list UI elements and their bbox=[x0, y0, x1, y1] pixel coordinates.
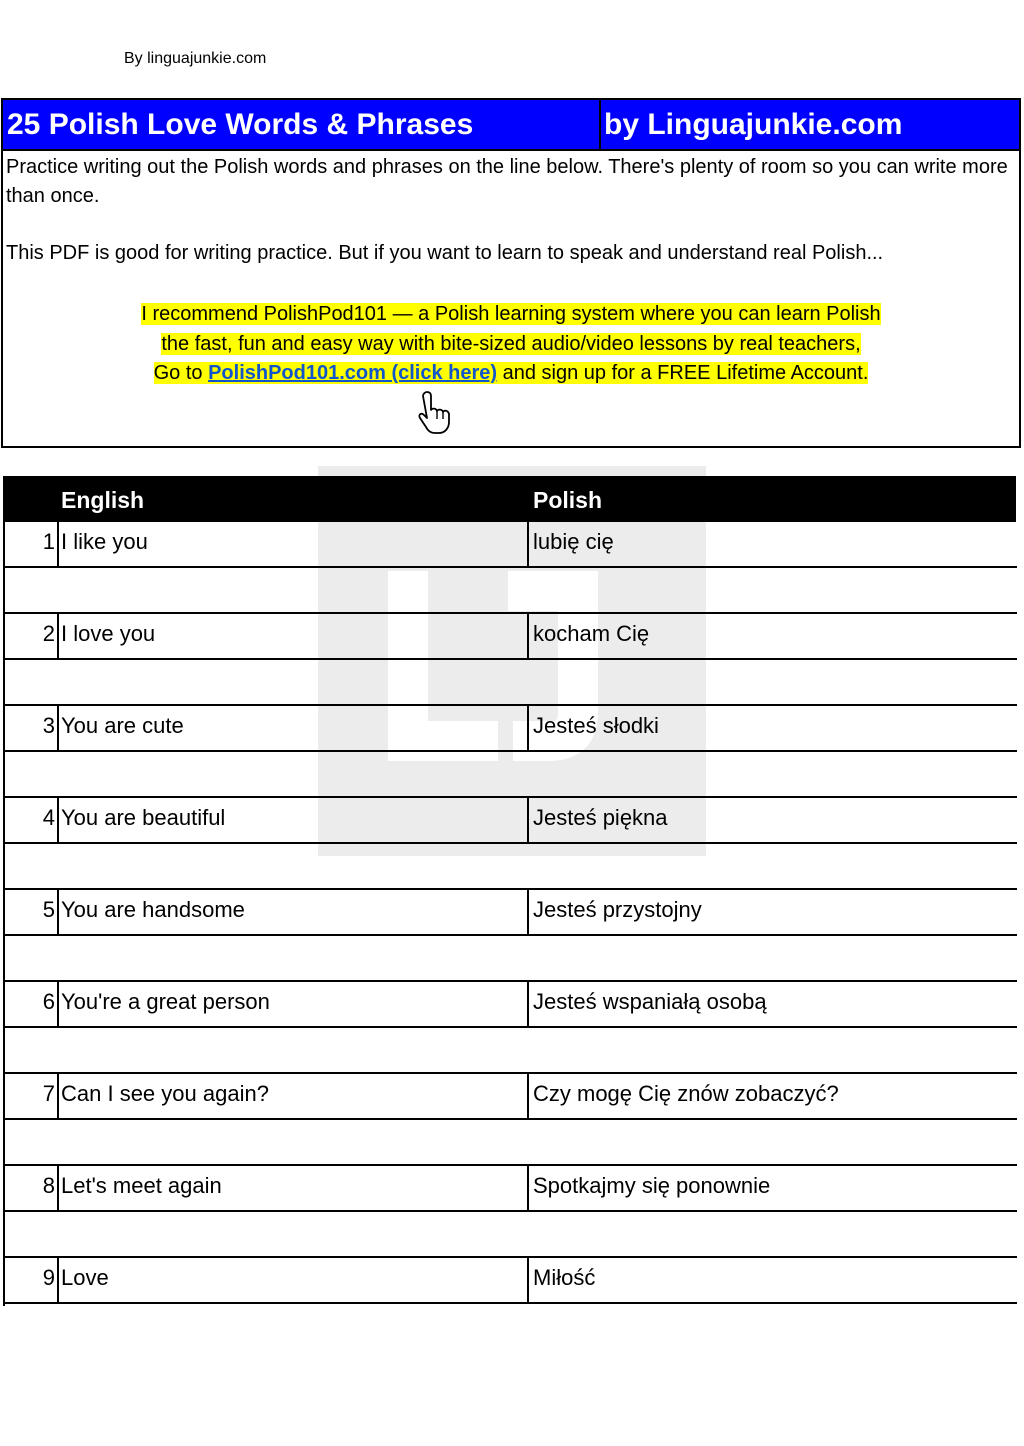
title-bar bbox=[3, 100, 1019, 151]
english-phrase: You are cute bbox=[61, 713, 184, 738]
table-row bbox=[3, 890, 1017, 936]
polish-phrase: Jesteś piękna bbox=[533, 805, 668, 830]
promo-line-2: the fast, fun and easy way with bite-sized audio/video lessons by real teachers, bbox=[161, 332, 861, 355]
polishpod101-link[interactable]: PolishPod101.com (click here) bbox=[208, 362, 498, 384]
polish-phrase: lubię cię bbox=[533, 529, 614, 554]
polish-phrase: Czy mogę Cię znów zobaczyć? bbox=[533, 1081, 839, 1106]
table-row bbox=[3, 1074, 1017, 1120]
polish-phrase: Jesteś słodki bbox=[533, 713, 659, 738]
row-number: 4 bbox=[42, 805, 55, 830]
column-divider bbox=[57, 614, 59, 660]
table-row bbox=[3, 522, 1017, 568]
column-divider bbox=[57, 522, 59, 568]
promo-line-3 bbox=[154, 362, 869, 384]
table-row bbox=[3, 982, 1017, 1028]
column-divider bbox=[527, 614, 529, 660]
english-phrase: Can I see you again? bbox=[61, 1081, 269, 1106]
polish-phrase: Miłość bbox=[533, 1265, 596, 1290]
english-phrase: I like you bbox=[61, 529, 148, 554]
hand-pointer-icon bbox=[415, 388, 465, 443]
column-divider bbox=[527, 706, 529, 752]
column-header-polish: Polish bbox=[533, 487, 603, 513]
table-row bbox=[3, 1166, 1017, 1212]
column-divider bbox=[527, 1258, 529, 1304]
english-phrase: Let's meet again bbox=[61, 1173, 222, 1198]
polish-phrase: Spotkajmy się ponownie bbox=[533, 1173, 771, 1198]
table-left-border bbox=[3, 522, 5, 1306]
row-number: 1 bbox=[42, 529, 55, 554]
promo-line-1: I recommend PolishPod101 — a Polish learning system where you can learn Polish bbox=[141, 303, 881, 325]
column-divider bbox=[57, 706, 59, 752]
intro-text-2: This PDF is good for writing practice. But if you want to learn to speak and understand real Polish... bbox=[6, 242, 884, 264]
english-phrase: You are beautiful bbox=[61, 805, 226, 830]
table-row bbox=[3, 706, 1017, 752]
writing-practice-line bbox=[3, 660, 1017, 706]
polish-phrase: Jesteś przystojny bbox=[533, 897, 702, 922]
column-divider bbox=[57, 1074, 59, 1120]
row-number: 8 bbox=[42, 1173, 55, 1198]
header-box bbox=[1, 98, 1021, 448]
column-divider bbox=[527, 522, 529, 568]
polish-phrase: kocham Cię bbox=[533, 621, 650, 646]
table-row bbox=[3, 1258, 1017, 1304]
column-divider bbox=[527, 890, 529, 936]
column-divider bbox=[527, 798, 529, 844]
column-divider bbox=[57, 798, 59, 844]
writing-practice-line bbox=[3, 936, 1017, 982]
column-divider bbox=[57, 1166, 59, 1212]
promo-line-3-pre: Go to bbox=[153, 362, 209, 384]
column-header-english: English bbox=[61, 487, 145, 513]
writing-practice-line bbox=[3, 752, 1017, 798]
promo-line-3-post: and sign up for a FREE Lifetime Account. bbox=[497, 362, 869, 384]
row-number: 6 bbox=[42, 989, 55, 1014]
phrase-table bbox=[3, 522, 1017, 1304]
english-phrase: You are handsome bbox=[61, 897, 245, 922]
table-row bbox=[3, 798, 1017, 844]
row-number: 3 bbox=[42, 713, 55, 738]
writing-practice-line bbox=[3, 1212, 1017, 1258]
polish-phrase: Jesteś wspaniałą osobą bbox=[533, 989, 767, 1014]
row-number: 9 bbox=[42, 1265, 55, 1290]
writing-practice-line bbox=[3, 568, 1017, 614]
column-divider bbox=[527, 1166, 529, 1212]
column-divider bbox=[527, 982, 529, 1028]
writing-practice-line bbox=[3, 1028, 1017, 1074]
table-row bbox=[3, 614, 1017, 660]
column-divider bbox=[527, 1074, 529, 1120]
column-divider bbox=[57, 982, 59, 1028]
english-phrase: Love bbox=[61, 1265, 109, 1290]
table-header bbox=[3, 476, 1016, 522]
row-number: 7 bbox=[42, 1081, 55, 1106]
page-byline: By linguajunkie.com bbox=[124, 50, 267, 67]
intro-text: Practice writing out the Polish words and phrases on the line below. There's plenty of room so you can write more than once. bbox=[6, 156, 1008, 207]
promo-block bbox=[3, 300, 1019, 389]
title-divider bbox=[599, 100, 601, 149]
document-title: 25 Polish Love Words & Phrases bbox=[7, 108, 474, 141]
english-phrase: You're a great person bbox=[61, 989, 270, 1014]
english-phrase: I love you bbox=[61, 621, 156, 646]
column-divider bbox=[57, 1258, 59, 1304]
row-number: 2 bbox=[42, 621, 55, 646]
document-author: by Linguajunkie.com bbox=[604, 108, 903, 141]
writing-practice-line bbox=[3, 1120, 1017, 1166]
row-number: 5 bbox=[42, 897, 55, 922]
writing-practice-line bbox=[3, 844, 1017, 890]
column-divider bbox=[57, 890, 59, 936]
